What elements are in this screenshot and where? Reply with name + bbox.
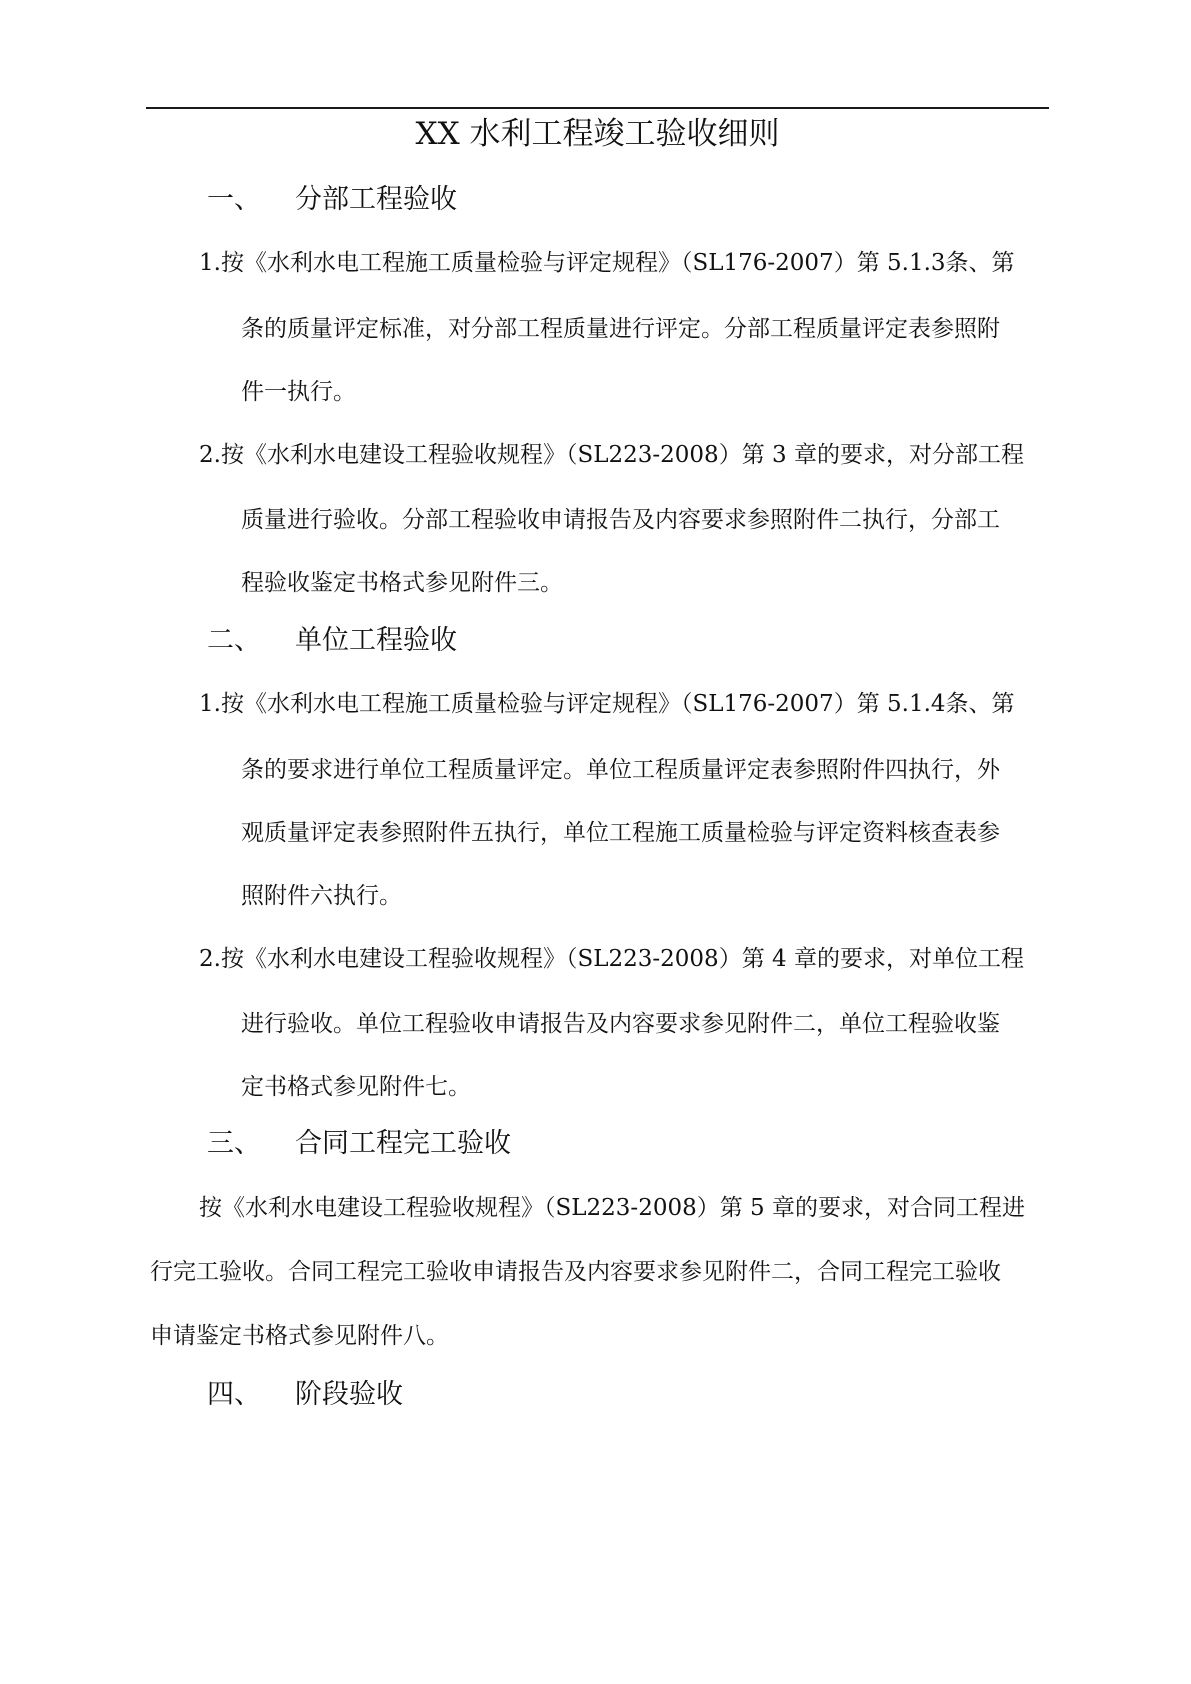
list-item-line	[199, 245, 1015, 281]
list-item-line: 件一执行。	[241, 379, 356, 405]
list-item-line: 照附件六执行。	[241, 883, 402, 909]
section-number: 四、	[207, 1379, 261, 1410]
section-title: 阶段验收	[295, 1379, 403, 1410]
section-title: 合同工程完工验收	[295, 1128, 511, 1159]
document-title: XX 水利工程竣工验收细则	[415, 116, 780, 152]
paragraph-line: 按《水利水电建设工程验收规程》（SL223-2008）第 5 章的要求，对合同工程进	[199, 1195, 1025, 1221]
paragraph-line: 行完工验收。合同工程完工验收申请报告及内容要求参见附件二，合同工程完工验收	[150, 1259, 1001, 1285]
section-number: 三、	[207, 1128, 261, 1159]
section-number: 二、	[207, 625, 261, 656]
list-item-line: 程验收鉴定书格式参见附件三。	[241, 570, 563, 596]
list-item-line: 进行验收。单位工程验收申请报告及内容要求参见附件二，单位工程验收鉴	[241, 1011, 1000, 1037]
section-title: 单位工程验收	[295, 625, 457, 656]
list-item-text: 按《水利水电工程施工质量检验与评定规程》（SL176-2007）第 5.1.4条、第	[220, 691, 1015, 717]
list-item-line: 观质量评定表参照附件五执行，单位工程施工质量检验与评定资料核查表参	[241, 820, 1000, 846]
list-item-line	[199, 686, 1015, 722]
list-item-line: 质量进行验收。分部工程验收申请报告及内容要求参照附件二执行，分部工	[241, 507, 1000, 533]
list-item-line	[199, 941, 1024, 977]
list-item-line: 条的质量评定标准，对分部工程质量进行评定。分部工程质量评定表参照附	[241, 316, 1000, 342]
list-item-marker: 2.	[199, 442, 221, 468]
header-rule	[146, 107, 1049, 109]
list-item-marker: 2.	[199, 946, 221, 972]
list-item-line: 条的要求进行单位工程质量评定。单位工程质量评定表参照附件四执行，外	[241, 757, 1000, 783]
section-number: 一、	[207, 184, 261, 215]
list-item-line	[199, 437, 1024, 473]
list-item-marker: 1.	[199, 250, 221, 276]
list-item-text: 按《水利水电工程施工质量检验与评定规程》（SL176-2007）第 5.1.3条、第	[220, 250, 1015, 276]
list-item-marker: 1.	[199, 691, 221, 717]
list-item-line: 定书格式参见附件七。	[241, 1074, 471, 1100]
list-item-text: 按《水利水电建设工程验收规程》（SL223-2008）第 3 章的要求，对分部工程	[220, 442, 1024, 468]
paragraph-line: 申请鉴定书格式参见附件八。	[150, 1323, 449, 1349]
section-title: 分部工程验收	[295, 184, 457, 215]
list-item-text: 按《水利水电建设工程验收规程》（SL223-2008）第 4 章的要求，对单位工程	[220, 946, 1024, 972]
